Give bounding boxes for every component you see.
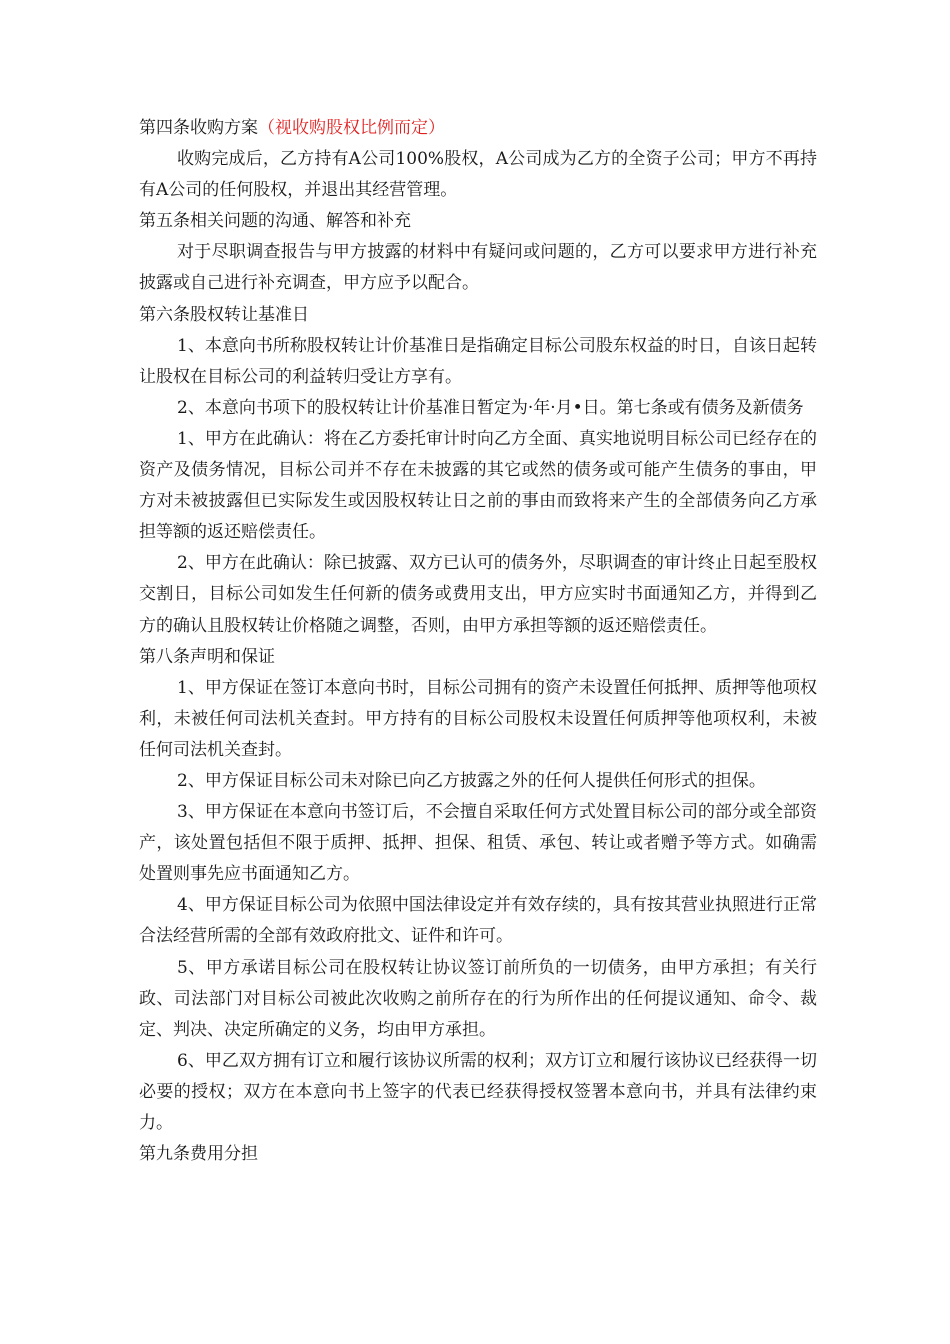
article8-paragraph-2: 2、甲方保证目标公司未对除已向乙方披露之外的任何人提供任何形式的担保。	[177, 770, 766, 791]
article6-title: 第六条股权转让基准日	[139, 304, 309, 325]
article5-paragraph-1: 对于尽职调查报告与甲方披露的材料中有疑问或问题的，乙方可以要求甲方进行补充披露或自己进行补充调查，甲方应予以配合。	[139, 242, 817, 294]
article4-title: 第四条收购方案	[139, 118, 258, 138]
article4-heading	[139, 113, 817, 144]
document-page	[139, 113, 817, 1170]
article8-paragraph-3: 3、甲方保证在本意向书签订后，不会擅自采取任何方式处置目标公司的部分或全部资产，该处置包括但不限于质押、抵押、担保、租赁、承包、转让或者赠予等方式。如确需处置则事先应书面通知乙方。	[139, 802, 817, 885]
article8-paragraph-4: 4、甲方保证目标公司为依照中国法律设定并有效存续的，具有按其营业执照进行正常合法经营所需的全部有效政府批文、证件和许可。	[139, 895, 817, 947]
article7-paragraph-1: 1、甲方在此确认：将在乙方委托审计时向乙方全面、真实地说明目标公司已经存在的资产及债务情况，目标公司并不存在未披露的其它或然的债务或可能产生债务的事由，甲方对未被披露但已实际发生或因股权转让日之前的事由而致将来产生的全部债务向乙方承担等额的返还赔偿责任。	[139, 428, 817, 543]
article9-title: 第九条费用分担	[139, 1144, 258, 1165]
article5-title: 第五条相关问题的沟通、解答和补充	[139, 211, 411, 232]
article7-paragraph-2: 2、甲方在此确认：除已披露、双方已认可的债务外，尽职调查的审计终止日起至股权交割日，目标公司如发生任何新的债务或费用支出，甲方应实时书面通知乙方，并得到乙方的确认且股权转让价格随之调整，否则，由甲方承担等额的返还赔偿责任。	[139, 553, 817, 636]
article4-paragraph-1: 收购完成后，乙方持有A公司100%股权，A公司成为乙方的全资子公司；甲方不再持有A公司的任何股权，并退出其经营管理。	[139, 149, 817, 201]
article4-note: （视收购股权比例而定）	[258, 118, 445, 138]
article8-paragraph-1: 1、甲方保证在签订本意向书时，目标公司拥有的资产未设置任何抵押、质押等他项权利，未被任何司法机关查封。甲方持有的目标公司股权未设置任何质押等他项权利，未被任何司法机关查封。	[139, 677, 817, 760]
article8-paragraph-5: 5、甲方承诺目标公司在股权转让协议签订前所负的一切债务，由甲方承担；有关行政、司法部门对目标公司被此次收购之前所存在的行为所作出的任何提议通知、命令、裁定、判决、决定所确定的义务，均由甲方承担。	[139, 957, 817, 1040]
article8-title: 第八条声明和保证	[139, 646, 275, 667]
article8-paragraph-6: 6、甲乙双方拥有订立和履行该协议所需的权利；双方订立和履行该协议已经获得一切必要的授权；双方在本意向书上签字的代表已经获得授权签署本意向书，并具有法律约束力。	[139, 1050, 817, 1133]
article6-paragraph-1: 1、本意向书所称股权转让计价基准日是指确定目标公司股东权益的时日，自该日起转让股权在目标公司的利益转归受让方享有。	[139, 335, 817, 387]
article6-paragraph-2: 2、本意向书项下的股权转让计价基准日暂定为·年·月•日。第七条或有债务及新债务	[177, 397, 804, 418]
